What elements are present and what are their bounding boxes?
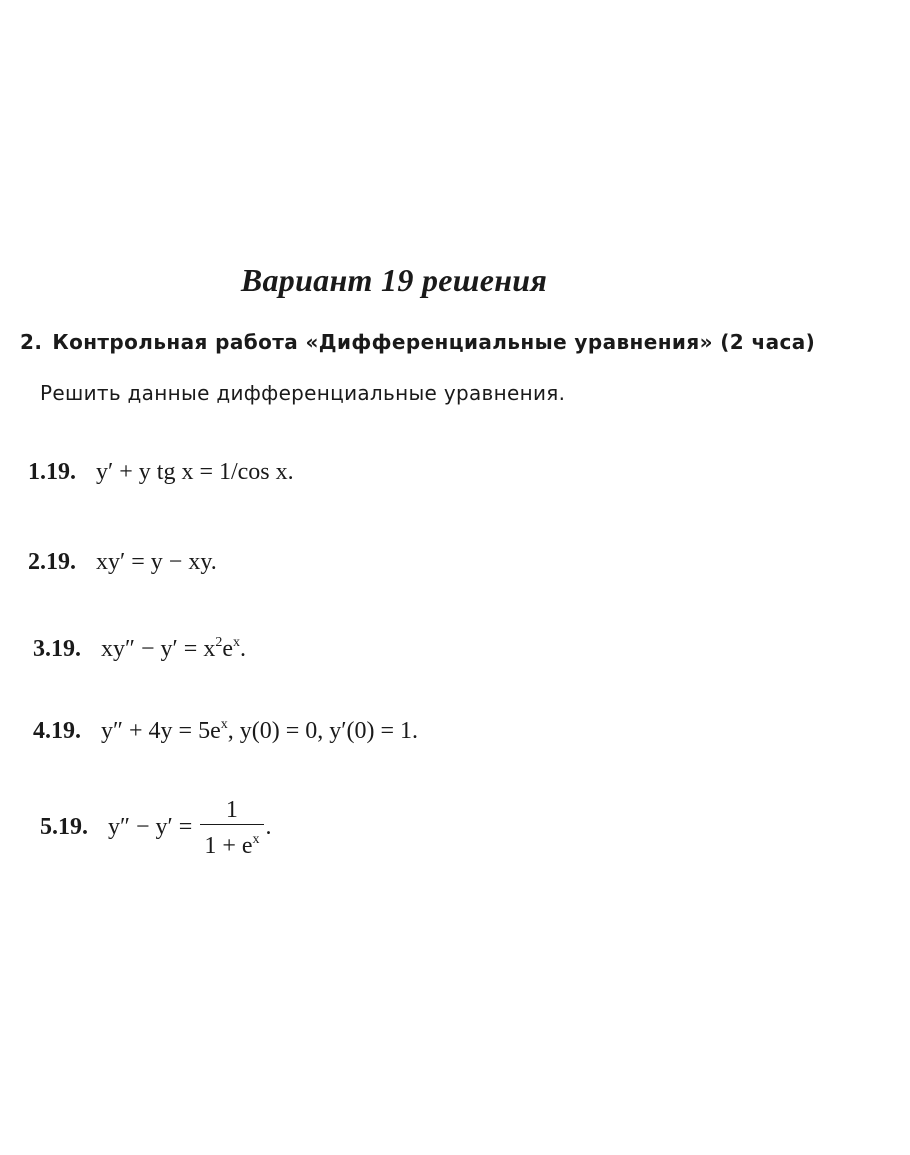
equation-exponent: 2 xyxy=(215,635,223,650)
equation-exponent: x xyxy=(232,635,240,650)
denominator-base: 1 + e xyxy=(204,833,253,859)
equation-part: , y(0) = 0, y′(0) = 1. xyxy=(227,718,419,744)
problem-equation xyxy=(101,636,246,662)
problem-equation: xy′ = y − xy. xyxy=(96,549,217,575)
section-number: 2. xyxy=(20,330,43,354)
problem-equation xyxy=(108,797,272,859)
equation-base: e xyxy=(222,636,233,662)
problem-equation xyxy=(101,718,418,744)
problem-number: 5.19. xyxy=(40,813,88,840)
equation-lhs: y″ − y′ = xyxy=(108,813,193,840)
section-heading-text: Контрольная работа «Дифференциальные уравнения» (2 часа) xyxy=(52,330,816,354)
page-title: Вариант 19 решения xyxy=(240,262,548,298)
equation-exponent: x xyxy=(252,832,260,847)
problem-5 xyxy=(40,797,272,867)
problem-equation: y′ + y tg x = 1/cos x. xyxy=(96,459,294,485)
section-heading xyxy=(20,330,895,354)
fraction-numerator: 1 xyxy=(200,797,263,825)
problem-4 xyxy=(33,717,418,745)
problem-number: 1.19. xyxy=(28,459,76,485)
problem-number: 3.19. xyxy=(33,636,81,662)
equation-tail: . xyxy=(239,636,246,662)
equation-part: y″ + 4y = 5e xyxy=(101,718,221,744)
fraction-denominator xyxy=(200,825,263,859)
problem-1 xyxy=(28,459,294,486)
equation-lhs: xy″ − y′ = x xyxy=(101,636,216,662)
problem-2 xyxy=(28,549,217,576)
equation-exponent: x xyxy=(220,717,228,732)
problem-number: 4.19. xyxy=(33,718,81,744)
problem-3 xyxy=(33,635,246,663)
fraction xyxy=(200,797,263,859)
problem-number: 2.19. xyxy=(28,549,76,575)
instruction-text: Решить данные дифференциальные уравнения. xyxy=(40,381,566,405)
equation-tail: . xyxy=(265,813,272,840)
